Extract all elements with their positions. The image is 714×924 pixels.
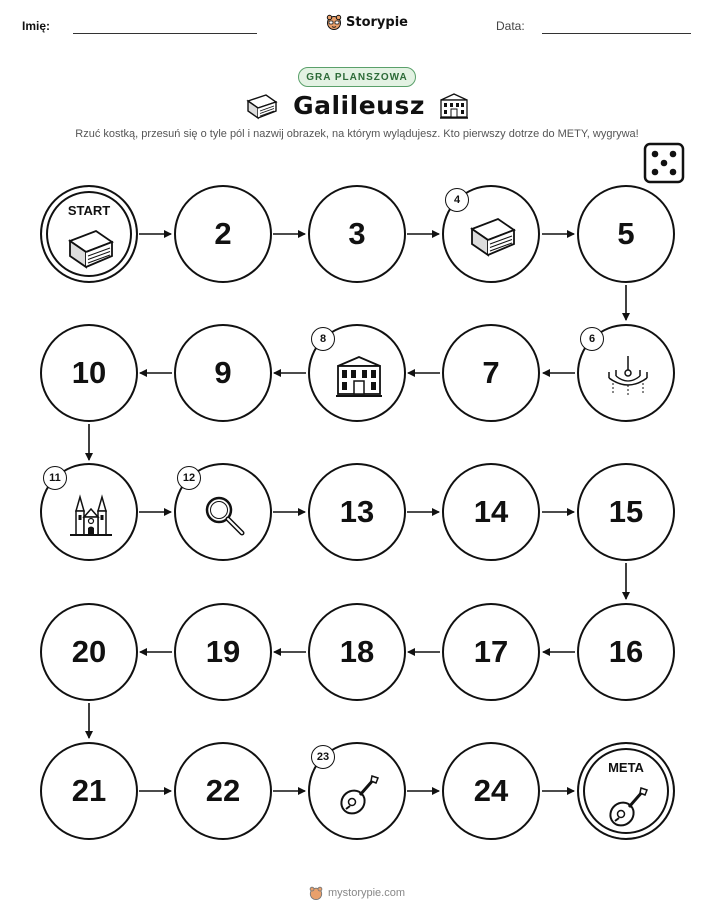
- board-space: [442, 324, 540, 422]
- brand-name: Storypie: [346, 14, 408, 30]
- space-number: 21: [71, 773, 107, 808]
- board-space: [577, 324, 675, 422]
- instructions: Rzuć kostką, przesuń się o tyle pól i nazwij obrazek, na którym wylądujesz. Kto pierwszy dotrze do METY, wygrywa!: [75, 128, 639, 140]
- board-space: [40, 742, 138, 840]
- building-icon: [334, 352, 384, 402]
- space-number: 5: [617, 216, 635, 251]
- space-number: 15: [608, 494, 644, 529]
- board-space: [40, 324, 138, 422]
- lute-icon: [603, 782, 653, 832]
- board-space: [442, 603, 540, 701]
- board-space: [442, 463, 540, 561]
- board-space: [308, 185, 406, 283]
- space-number: 7: [482, 355, 500, 390]
- space-number: 20: [71, 634, 107, 669]
- space-number: 13: [339, 494, 375, 529]
- board-space: [308, 324, 406, 422]
- board-space: [174, 185, 272, 283]
- finish-label: META: [608, 760, 644, 775]
- space-number-tag: 23: [311, 745, 335, 769]
- board-space: [577, 463, 675, 561]
- space-number-tag: 6: [580, 327, 604, 351]
- space-number-tag: 4: [445, 188, 469, 212]
- space-number-tag: 12: [177, 466, 201, 490]
- cathedral-icon: [66, 491, 116, 541]
- footer: [0, 886, 714, 900]
- space-number: 22: [205, 773, 241, 808]
- chandelier-icon: [603, 352, 653, 402]
- lute-icon: [334, 770, 384, 820]
- board-space-start: [40, 185, 138, 283]
- storypie-mascot-icon: [309, 886, 323, 900]
- board-space: [174, 742, 272, 840]
- book-icon: [468, 213, 518, 263]
- space-number: 16: [608, 634, 644, 669]
- space-number: 19: [205, 634, 241, 669]
- start-label: START: [67, 203, 111, 218]
- board-space: [174, 324, 272, 422]
- board-space: [442, 742, 540, 840]
- board-space: [577, 603, 675, 701]
- board-space: [308, 742, 406, 840]
- book-icon: [66, 225, 116, 275]
- space-number: 14: [473, 494, 509, 529]
- date-label: Data:: [496, 19, 525, 33]
- magnifying-glass-icon: [200, 491, 250, 541]
- space-number: 18: [339, 634, 375, 669]
- board-space: [577, 185, 675, 283]
- page-title: Galileusz: [293, 91, 425, 120]
- board-space: [40, 603, 138, 701]
- space-number: 24: [473, 773, 509, 808]
- board-space: [174, 603, 272, 701]
- board-space: [308, 463, 406, 561]
- space-number: 10: [71, 355, 107, 390]
- space-number: 17: [473, 634, 509, 669]
- board-space-finish: [577, 742, 675, 840]
- category-badge: GRA PLANSZOWA: [298, 67, 416, 87]
- space-number-tag: 8: [311, 327, 335, 351]
- space-number-tag: 11: [43, 466, 67, 490]
- space-number: 3: [348, 216, 366, 251]
- board-space: [442, 185, 540, 283]
- board-space: [40, 463, 138, 561]
- space-number: 9: [214, 355, 232, 390]
- board-space: [308, 603, 406, 701]
- board-space: [174, 463, 272, 561]
- space-number: 2: [214, 216, 232, 251]
- name-label: Imię:: [22, 19, 51, 33]
- footer-url: mystorypie.com: [327, 887, 406, 899]
